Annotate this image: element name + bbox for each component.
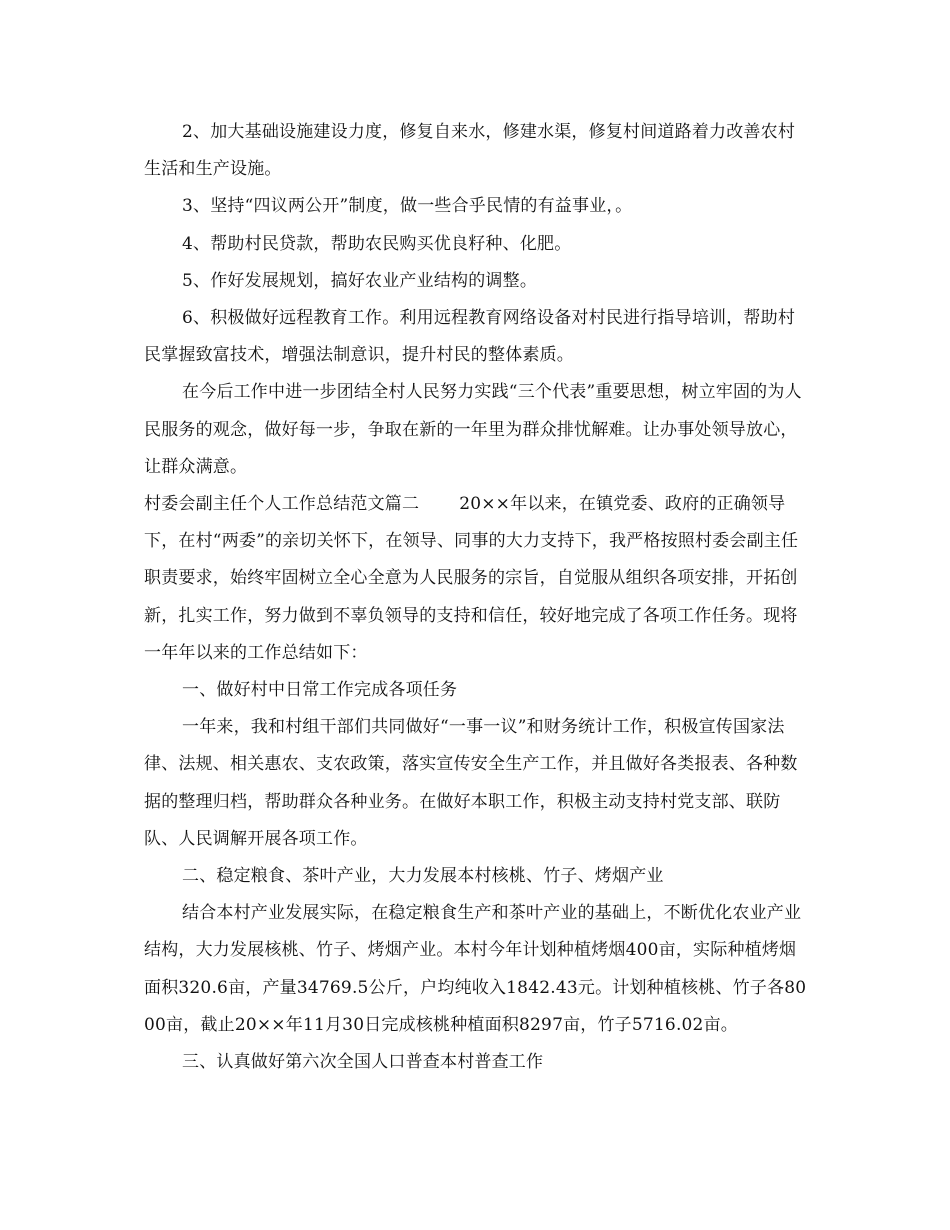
paragraph-daily-work: 一年来，我和村组干部们共同做好“一事一议”和财务统计工作，积极宣传国家法律、法规、相关惠农、支农政策，落实宣传安全生产工作，并且做好各类报表、各种数据的整理归档，帮助群众各种业务。在做好本职工作，积极主动支持村党支部、联防队、人民调解开展各项工作。 xyxy=(144,717,798,849)
section-heading-two: 二、稳定粮食、茶叶产业，大力发展本村核桃、竹子、烤烟产业 xyxy=(182,866,664,887)
paragraph-section-two-intro: 村委会副主任个人工作总结范文篇二 20××年以来，在镇党委、政府的正确领导下，在村“两委”的亲切关怀下，在领导、同事的大力支持下，我严格按照村委会副主任职责要求，始终牢固树立全心全意为人民服务的宗旨，自觉服从组织各项安排，开拓创新，扎实工作，努力做到不辜负领导的支持和信任，较好地完成了各项工作任务。现将一年年以来的工作总结如下： xyxy=(144,494,799,663)
paragraph-item-6: 6、积极做好远程教育工作。利用远程教育网络设备对村民进行指导培训，帮助村民掌握致富技术，增强法制意识，提升村民的整体素质。 xyxy=(144,308,796,366)
paragraph-item-4: 4、帮助村民贷款，帮助农民购买优良籽种、化肥。 xyxy=(182,233,572,254)
section-heading-three: 三、认真做好第六次全国人口普查本村普查工作 xyxy=(182,1052,544,1073)
document-body xyxy=(144,114,808,1081)
section-heading-one: 一、做好村中日常工作完成各项任务 xyxy=(182,680,458,701)
paragraph-item-5: 5、作好发展规划，搞好农业产业结构的调整。 xyxy=(182,270,538,291)
paragraph-future-work: 在今后工作中进一步团结全村人民努力实践“三个代表”重要思想，树立牢固的为人民服务的观念，做好每一步，争取在新的一年里为群众排忧解难。让办事处领导放心，让群众满意。 xyxy=(144,382,802,477)
paragraph-industry: 结合本村产业发展实际，在稳定粮食生产和茶叶产业的基础上，不断优化农业产业结构，大力发展核桃、竹子、烤烟产业。本村今年计划种植烤烟400亩，实际种植烤烟面积320.6亩，产量34769.5公斤，户均纯收入1842.43元。计划种植核桃、竹子各8000亩，截止20××年11月30日完成核桃种植面积8297亩，竹子5716.02亩。 xyxy=(144,903,807,1035)
paragraph-item-3: 3、坚持“四议两公开”制度，做一些合乎民情的有益事业，。 xyxy=(182,196,633,217)
paragraph-item-2: 2、加大基础设施建设力度，修复自来水，修建水渠，修复村间道路着力改善农村生活和生产设施。 xyxy=(144,122,796,180)
